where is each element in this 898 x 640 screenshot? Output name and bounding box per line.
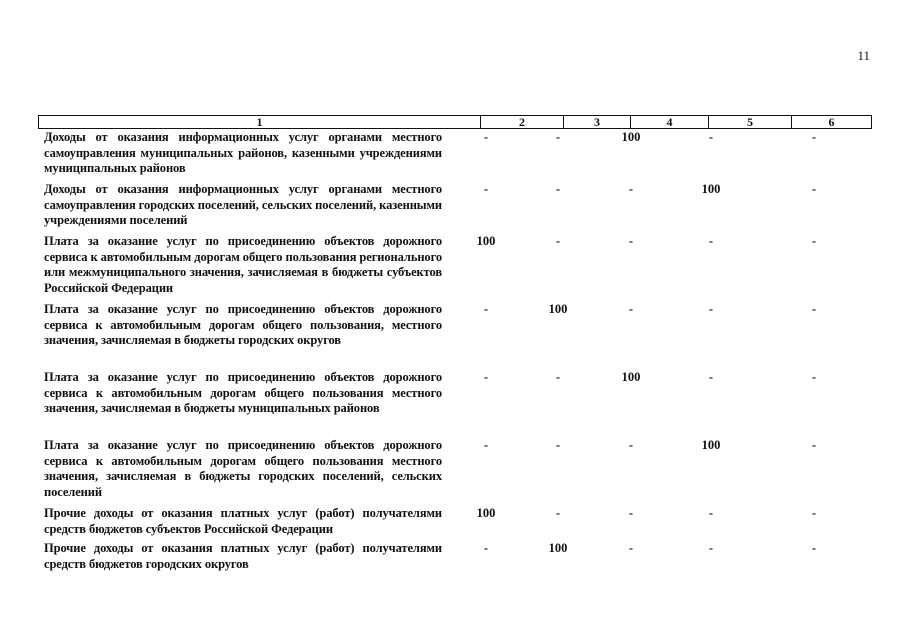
cell-col-6: - — [811, 302, 817, 316]
cell-col-2: - — [483, 130, 489, 144]
cell-col-3: - — [555, 506, 561, 520]
cell-col-2: - — [483, 541, 489, 555]
row-description: Плата за оказание услуг по присоединению объектов дорожного сервиса к автомобильным дорогам общего пользования местного значения, зачисляемая в бюджеты муниципальных районов — [44, 370, 442, 415]
row-description: Плата за оказание услуг по присоединению объектов дорожного сервиса к автомобильным дорогам общего пользования, местного значения, зачисляемая в бюджеты городских округов — [44, 302, 442, 347]
cell-col-6: - — [811, 506, 817, 520]
table-header — [38, 115, 872, 129]
cell-col-4: - — [628, 506, 634, 520]
cell-col-4: 100 — [621, 130, 641, 144]
cell-col-6: - — [811, 438, 817, 452]
cell-col-4: - — [628, 182, 634, 196]
table-body — [0, 130, 898, 576]
cell-col-3: - — [555, 370, 561, 384]
cell-col-6: - — [811, 130, 817, 144]
cell-col-5: - — [708, 234, 714, 248]
column-header-5: 5 — [708, 116, 791, 128]
table-row — [0, 438, 898, 506]
column-header-4: 4 — [630, 116, 708, 128]
cell-col-6: - — [811, 182, 817, 196]
column-header-6: 6 — [791, 116, 871, 128]
row-description: Доходы от оказания информационных услуг органами местного самоуправления городских поселений, сельских поселений, казенными учреждениями поселений — [44, 182, 442, 227]
cell-col-4: - — [628, 438, 634, 452]
row-description: Плата за оказание услуг по присоединению объектов дорожного сервиса к автомобильным дорогам общего пользования местного значения, зачисляемая в бюджеты городских поселений, сельских поселений — [44, 438, 442, 499]
table-row — [0, 182, 898, 234]
cell-col-5: 100 — [701, 438, 721, 452]
cell-col-5: - — [708, 541, 714, 555]
table-row — [0, 506, 898, 541]
table-row — [0, 130, 898, 182]
table-row — [0, 302, 898, 370]
table-row — [0, 234, 898, 302]
cell-col-3: 100 — [548, 541, 568, 555]
row-description: Прочие доходы от оказания платных услуг (работ) получателями средств бюджетов городских округов — [44, 541, 442, 571]
cell-col-2: - — [483, 370, 489, 384]
row-description: Плата за оказание услуг по присоединению объектов дорожного сервиса к автомобильным дорогам общего пользования регионального или межмуниципального значения, зачисляемая в бюджеты субъектов Российской Федерации — [44, 234, 442, 295]
cell-col-3: 100 — [548, 302, 568, 316]
column-header-2: 2 — [480, 116, 563, 128]
cell-col-2: - — [483, 438, 489, 452]
cell-col-2: - — [483, 302, 489, 316]
cell-col-3: - — [555, 438, 561, 452]
row-description: Доходы от оказания информационных услуг органами местного самоуправления муниципальных районов, казенными учреждениями муниципальных районов — [44, 130, 442, 175]
cell-col-5: - — [708, 506, 714, 520]
cell-col-5: 100 — [701, 182, 721, 196]
cell-col-5: - — [708, 370, 714, 384]
cell-col-2: 100 — [476, 506, 496, 520]
cell-col-4: - — [628, 234, 634, 248]
column-header-1: 1 — [256, 115, 263, 129]
cell-col-3: - — [555, 182, 561, 196]
page-number: 11 — [857, 48, 870, 63]
cell-col-6: - — [811, 370, 817, 384]
cell-col-3: - — [555, 234, 561, 248]
cell-col-3: - — [555, 130, 561, 144]
table-row — [0, 541, 898, 576]
cell-col-5: - — [708, 130, 714, 144]
cell-col-4: 100 — [621, 370, 641, 384]
cell-col-2: 100 — [476, 234, 496, 248]
table-row — [0, 370, 898, 438]
column-header-3: 3 — [563, 116, 630, 128]
cell-col-6: - — [811, 541, 817, 555]
row-description: Прочие доходы от оказания платных услуг (работ) получателями средств бюджетов субъектов Российской Федерации — [44, 506, 442, 536]
cell-col-5: - — [708, 302, 714, 316]
cell-col-4: - — [628, 541, 634, 555]
cell-col-2: - — [483, 182, 489, 196]
cell-col-4: - — [628, 302, 634, 316]
cell-col-6: - — [811, 234, 817, 248]
